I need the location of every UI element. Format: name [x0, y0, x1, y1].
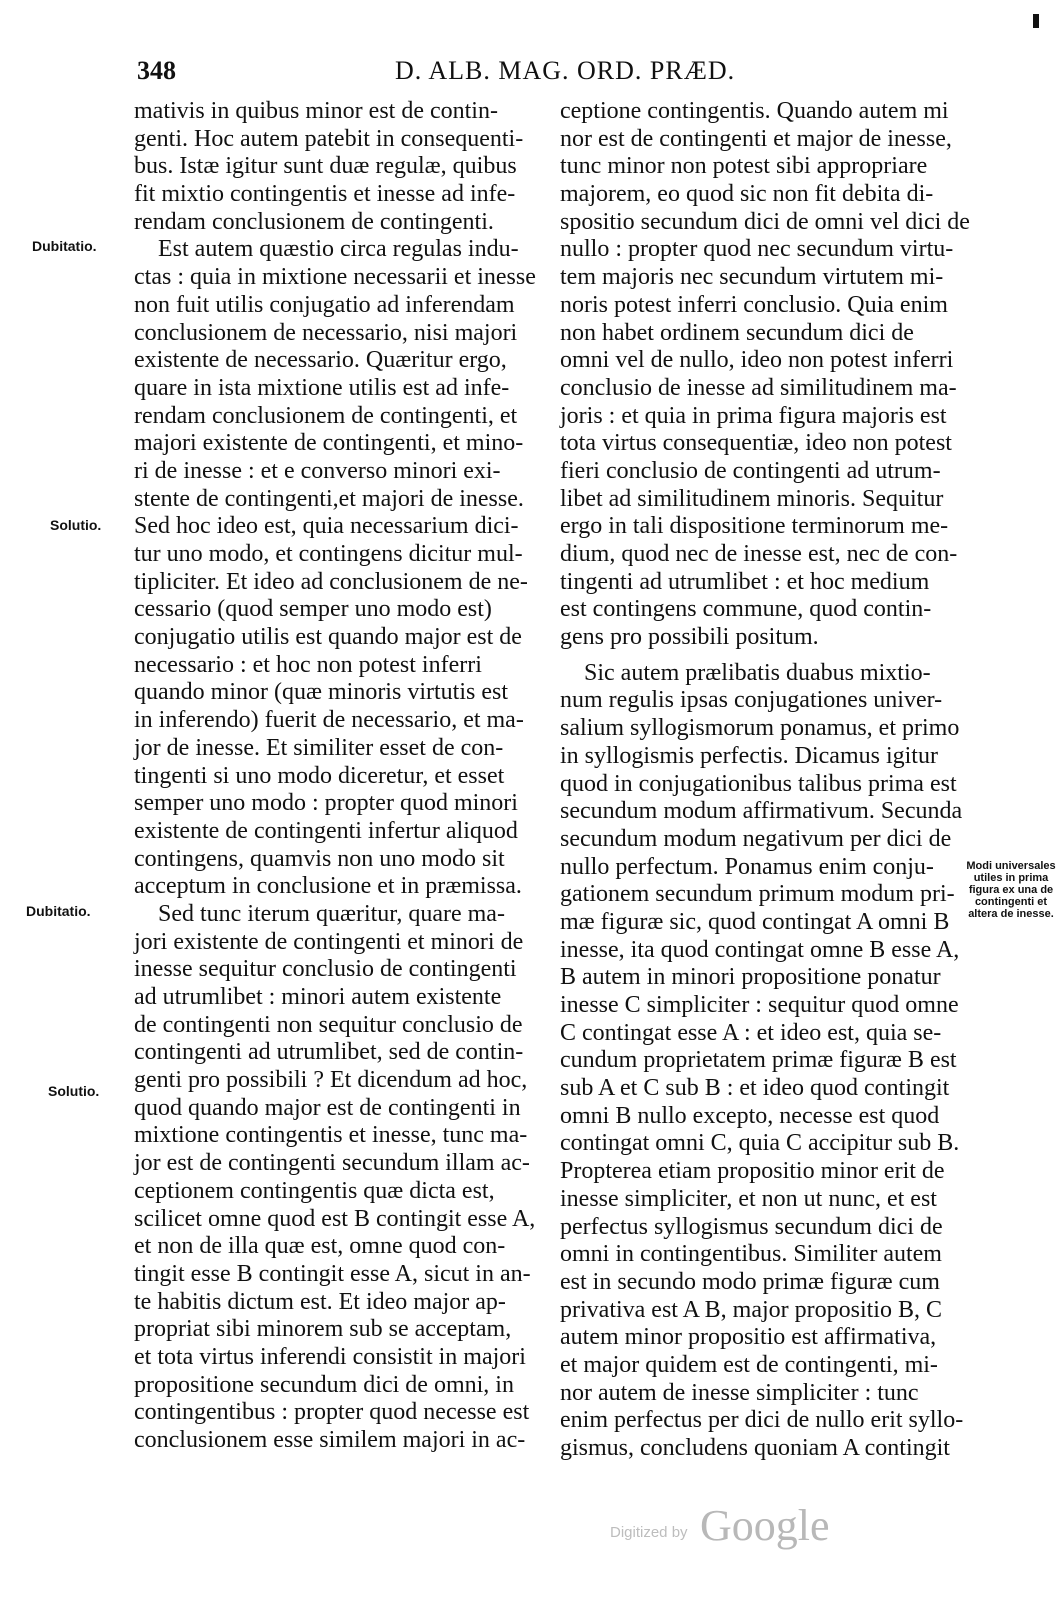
text-line: spositio secundum dici de omni vel dici de — [560, 208, 970, 235]
text-line: est in secundo modo primæ figuræ cum — [560, 1268, 940, 1295]
text-line: contingat omni C, quia C accipitur sub B. — [560, 1130, 960, 1157]
text-line: cessario (quod semper uno modo est) — [134, 596, 492, 623]
page-edge-mark — [1033, 14, 1039, 28]
text-line: conclusionem esse similem majori in ac- — [134, 1427, 526, 1453]
text-line: tingit esse B contingit esse A, sicut in an- — [134, 1260, 531, 1287]
text-line: quod in conjugationibus talibus prima est — [560, 770, 957, 797]
text-line: necessario : et hoc non potest inferri — [134, 651, 482, 678]
page-number: 348 — [137, 56, 176, 85]
text-line: ri de inesse : et e converso minori exi- — [134, 457, 501, 484]
text-line: quando minor (quæ minoris virtutis est — [134, 679, 508, 706]
text-line: sub A et C sub B : et ideo quod contingit — [560, 1075, 950, 1102]
text-line: nor autem de inesse simpliciter : tunc — [560, 1379, 919, 1406]
text-line: dium, quod nec de inesse est, nec de con- — [560, 541, 958, 567]
text-line: nullo : propter quod nec secundum virtu- — [560, 236, 954, 263]
text-line: perfectus syllogismus secundum dici de — [560, 1213, 943, 1240]
text-line: tunc minor non potest sibi appropriare — [560, 153, 928, 180]
text-line: et non de illa quæ est, omne quod con- — [134, 1233, 506, 1260]
google-logo: Google — [700, 1501, 830, 1550]
text-line: quare in ista mixtione utilis est ad infe- — [134, 374, 510, 401]
text-line: mativis in quibus minor est de contin- — [134, 98, 498, 124]
text-line: joris : et quia in prima figura majoris est — [560, 402, 947, 429]
text-line: in inferendo) fuerit de necessario, et ma- — [134, 707, 524, 734]
text-line: Propterea etiam propositio minor erit de — [560, 1158, 945, 1185]
margin-note-solutio: Solutio. — [48, 1083, 100, 1099]
text-line: rendam conclusionem de contingenti, et — [134, 402, 518, 429]
text-line: tingenti si uno modo diceretur, et esset — [134, 762, 505, 789]
text-line: propriat sibi minorem sub se acceptam, — [134, 1316, 512, 1343]
margin-note-modi: Modi universales utiles in prima figura ex una de contingenti et altera de inesse. — [966, 860, 1056, 920]
text-line: secundum modum negativum per dici de — [560, 825, 952, 852]
text-line: ctas : quia in mixtione necessarii et inesse — [134, 264, 536, 291]
text-line: autem minor propositio est affirmativa, — [560, 1324, 937, 1351]
text-line: secundum modum affirmativum. Secunda — [560, 798, 963, 825]
text-line: inesse C simpliciter : sequitur quod omne — [560, 992, 959, 1018]
text-line: gens pro possibili positum. — [560, 624, 819, 651]
text-line: tota virtus consequentiæ, ideo non potest — [560, 430, 952, 457]
text-line: Est autem quæstio circa regulas indu- — [158, 236, 519, 263]
text-line: tingenti ad utrumlibet : et hoc medium — [560, 568, 930, 595]
text-line: non habet ordinem secundum dici de — [560, 319, 914, 346]
text-line: genti pro possibili ? Et dicendum ad hoc, — [134, 1067, 528, 1094]
text-line: omni B nullo excepto, necesse est quod — [560, 1102, 940, 1129]
text-line: inesse, ita quod contingat omne B esse A, — [560, 936, 960, 963]
text-line: gationem secundum primum modum pri- — [560, 881, 955, 908]
text-line: inesse simpliciter, et non ut nunc, et est — [560, 1185, 937, 1212]
text-line: conclusionem de necessario, nisi majori — [134, 319, 518, 346]
text-line: ergo in tali dispositione terminorum me- — [560, 513, 949, 540]
text-line: existente de necessario. Quæritur ergo, — [134, 347, 507, 374]
text-line: non fuit utilis conjugatio ad inferendam — [134, 291, 515, 318]
text-line: ceptionem contingentis quæ dicta est, — [134, 1177, 495, 1204]
text-line: existente de contingenti infertur aliquod — [134, 817, 518, 844]
text-line: in syllogismis perfectis. Dicamus igitur — [560, 742, 938, 769]
margin-note-dubitatio: Dubitatio. — [32, 238, 97, 254]
text-line: B autem in minori propositione ponatur — [560, 964, 941, 991]
text-line: gismus, concludens quoniam A contingit — [560, 1435, 950, 1461]
text-line: semper uno modo : propter quod minori — [134, 790, 518, 817]
text-line: bus. Istæ igitur sunt duæ regulæ, quibus — [134, 153, 517, 180]
text-line: contingenti ad utrumlibet, sed de contin- — [134, 1039, 524, 1066]
text-line: Sic autem prælibatis duabus mixtio- — [584, 659, 931, 686]
text-line: inesse sequitur conclusio de contingenti — [134, 956, 517, 983]
margin-note-solutio: Solutio. — [50, 517, 102, 533]
text-line: Sed hoc ideo est, quia necessarium dici- — [134, 513, 519, 540]
text-line: num regulis ipsas conjugationes univer- — [560, 687, 943, 714]
text-line: tem majoris nec secundum virtutem mi- — [560, 264, 944, 291]
text-line: genti. Hoc autem patebit in consequenti- — [134, 125, 524, 152]
text-line: noris potest inferri conclusio. Quia enim — [560, 291, 948, 318]
text-line: de contingenti non sequitur conclusio de — [134, 1011, 523, 1038]
text-line: C contingat esse A : et ideo est, quia se- — [560, 1019, 942, 1046]
text-line: mixtione contingentis et inesse, tunc ma- — [134, 1122, 528, 1149]
text-line: cundum proprietatem primæ figuræ B est — [560, 1047, 957, 1074]
digitization-watermark — [610, 1502, 850, 1552]
right-text-column — [560, 98, 970, 1463]
text-line: conjugatio utilis est quando major est de — [134, 624, 522, 651]
text-line: libet ad similitudinem minoris. Sequitur — [560, 485, 944, 512]
text-line: jor de inesse. Et similiter esset de con- — [134, 734, 504, 761]
margin-note-dubitatio: Dubitatio. — [26, 903, 91, 919]
text-line: privativa est A B, major propositio B, C — [560, 1296, 942, 1323]
text-line: salium syllogismorum ponamus, et primo — [560, 715, 960, 742]
running-title: D. ALB. MAG. ORD. PRÆD. — [395, 56, 736, 85]
text-line: scilicet omne quod est B contingit esse A, — [134, 1205, 536, 1232]
text-line: et major quidem est de contingenti, mi- — [560, 1351, 938, 1378]
text-line: jori existente de contingenti et minori de — [134, 928, 524, 955]
text-line: stente de contingenti,et majori de inesse. — [134, 485, 524, 512]
text-line: enim perfectus per dici de nullo erit syllo- — [560, 1407, 964, 1434]
text-line: ad utrumlibet : minori autem existente — [134, 984, 502, 1010]
text-line: contingentibus : propter quod necesse est — [134, 1399, 530, 1426]
text-line: nullo perfectum. Ponamus enim conju- — [560, 853, 934, 880]
text-line: acceptum in conclusione et in præmissa. — [134, 873, 522, 900]
text-line: nor est de contingenti et major de inesse, — [560, 125, 952, 152]
text-line: Sed tunc iterum quæritur, quare ma- — [158, 900, 505, 927]
text-line: fieri conclusio de contingenti ad utrum- — [560, 457, 941, 484]
text-line: majori existente de contingenti, et mino- — [134, 430, 524, 457]
text-line: omni vel de nullo, ideo non potest inferri — [560, 347, 954, 374]
text-line: est contingens commune, quod contin- — [560, 596, 932, 623]
text-line: fit mixtio contingentis et inesse ad infe- — [134, 181, 516, 208]
page-header — [0, 52, 1061, 92]
text-line: omni in contingentibus. Similiter autem — [560, 1241, 942, 1268]
text-line: te habitis dictum est. Et ideo major ap- — [134, 1288, 506, 1315]
text-line: contingens, quamvis non uno modo sit — [134, 845, 505, 872]
text-line: et tota virtus inferendi consistit in majori — [134, 1343, 526, 1370]
left-text-column — [134, 98, 534, 1455]
text-line: majorem, eo quod sic non fit debita di- — [560, 181, 934, 208]
text-line: rendam conclusionem de contingenti. — [134, 208, 494, 235]
text-line: jor est de contingenti secundum illam ac- — [134, 1150, 530, 1177]
text-line: mæ figuræ sic, quod contingat A omni B — [560, 908, 950, 935]
text-line: tipliciter. Et ideo ad conclusionem de ne- — [134, 568, 528, 595]
text-line: quod quando major est de contingenti in — [134, 1094, 521, 1121]
text-line: ceptione contingentis. Quando autem mi — [560, 98, 949, 124]
text-line: tur uno modo, et contingens dicitur mul- — [134, 541, 523, 567]
digitized-by-label: Digitized by — [610, 1524, 688, 1541]
text-line: conclusio de inesse ad similitudinem ma- — [560, 374, 957, 401]
text-line: propositione secundum dici de omni, in — [134, 1371, 514, 1398]
